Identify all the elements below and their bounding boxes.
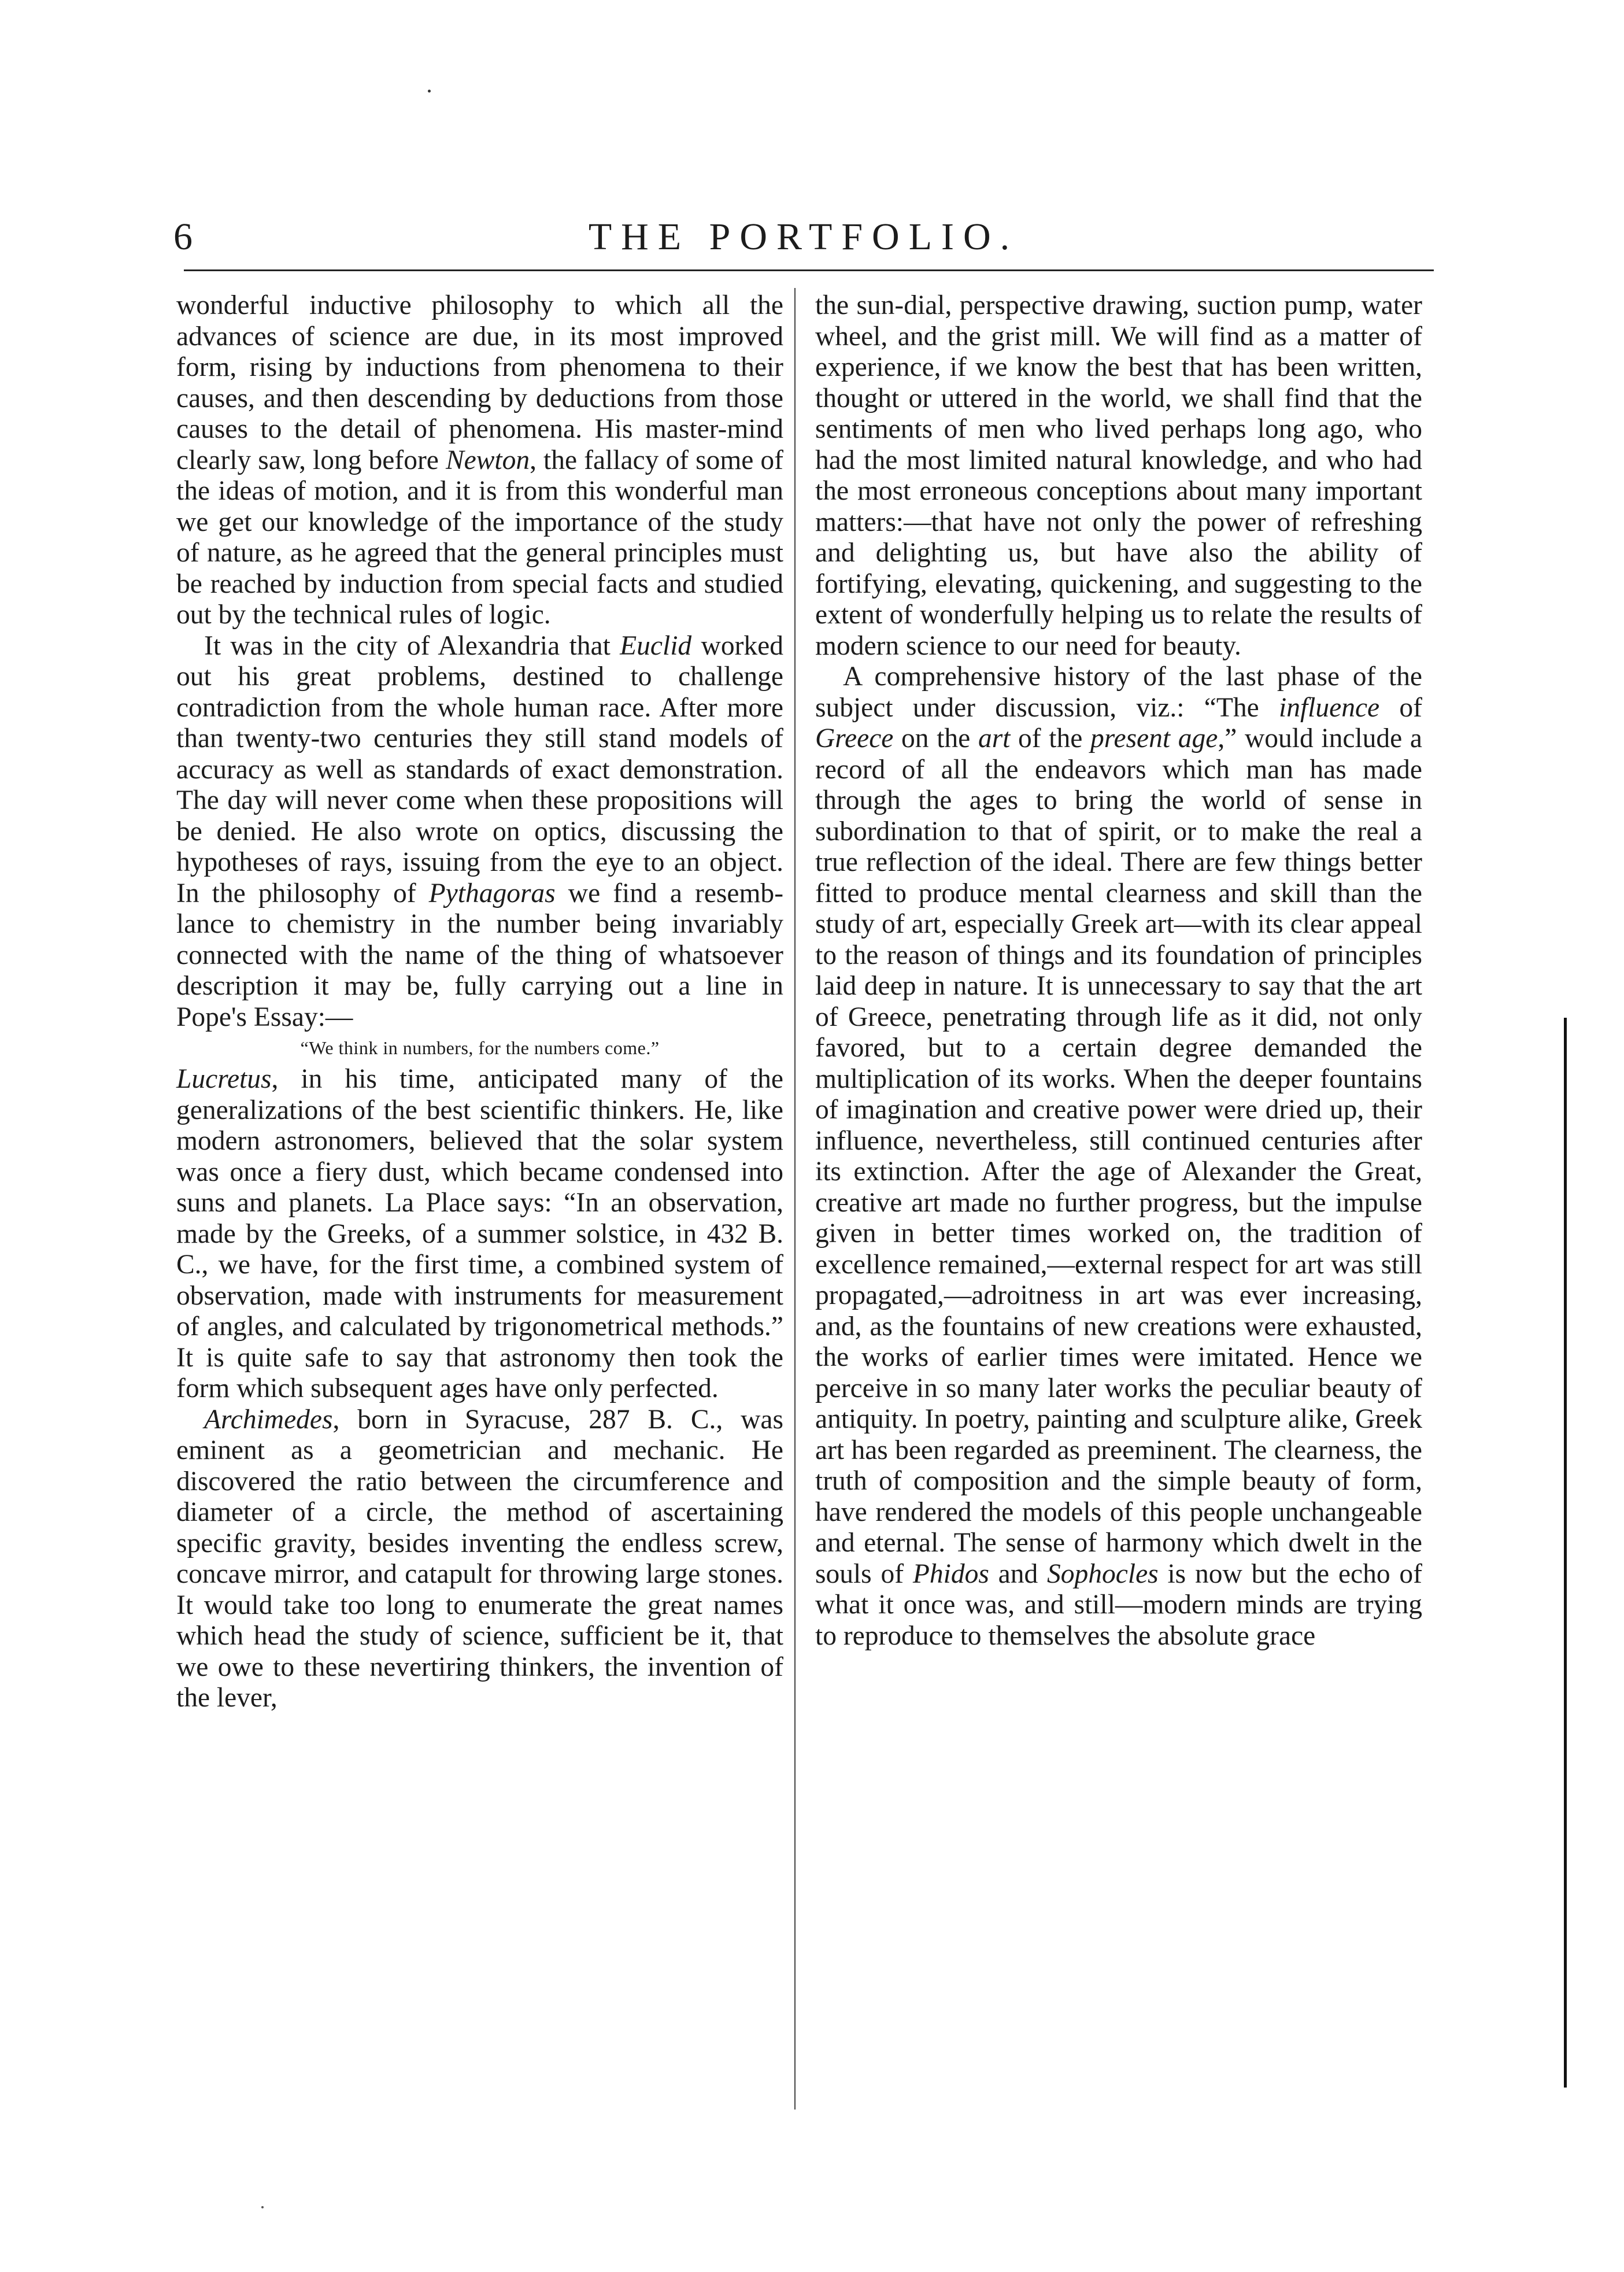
page-number: 6	[173, 216, 193, 258]
page-header	[173, 208, 1434, 266]
text-run: is now but the echo of what it once was, and still—modern minds are trying to reproduce to themselves the absolute grace	[815, 1558, 1422, 1651]
text-run: , in his time, anticipated many of the generalizations of the best scientific thinkers. He, like modern astronomers, believed that the solar system was once a fiery dust, which became condensed into suns and planets. La Place says: “In an observation, made by the Greeks, of a summer solstice, in 432 B. C., we have, for the first time, a combined system of observation, made with instruments for measurement of angles, and calculated by trigonometrical methods.” It is quite safe to say that astronomy then took the form which subsequent ages have only perfected.	[176, 1064, 783, 1403]
column-divider	[794, 288, 796, 2110]
text-run: worked out his great problems, destined to challenge contradiction from the whole human race. After more than twenty-two centuries they still stand models of accuracy as well as standards of exact demonstration. The day will never come when these propositions will be denied. He also wrote on optics, discussing the hypotheses of rays, issuing from the eye to an object. In the philosophy of	[176, 630, 783, 908]
running-title: THE PORTFOLIO.	[588, 216, 1019, 258]
italic-name: Phidos	[912, 1558, 989, 1589]
text-run: we find a resemblance to chemistry in the number being invariably connected with the name of the thing of whatsoever description it may be, fully carrying out a line in Pope's Essay:—	[176, 878, 784, 1032]
left-column	[176, 290, 783, 1714]
block-quote: “We think in numbers, for the numbers come.”	[300, 1037, 660, 1058]
text-run: on the	[893, 723, 978, 753]
paragraph	[815, 662, 1422, 1652]
italic-name: Newton	[445, 445, 530, 475]
text-run: and	[989, 1558, 1048, 1589]
italic-name: Sophocles	[1047, 1558, 1159, 1589]
text-run: of	[1379, 692, 1422, 723]
text-run: It was in the city of Alexandria that	[204, 630, 620, 661]
header-rule	[184, 269, 1434, 271]
ink-speck	[261, 2206, 264, 2208]
text-run: ,” would include a record of all the endeavors which man has made through the ages to bring the world of sense in subordination to that of spirit, or to make the real a true reflection of the ideal. There are few things better fitted to produce mental clearness and skill than the study of art, especially Greek art—with its clear appeal to the reason of things and its foundation of principles laid deep in nature. It is unnecessary to say that the art of Greece, penetrating through life as it did, not only favored, but to a certain degree demanded the multiplication of its works. When the deeper fountains of imagination and creative power were dried up, their influence, nevertheless, still continued centuries after its extinction. After the age of Alexander the Great, creative art made no further progress, but the impulse given in better times worked on, the tradition of excellence remained,—external respect for art was still propagated,—adroitness in art was ever increasing, and, as the fountains of new creations were exhausted, the works of earlier times were imitated. Hence we perceive in so many later works the peculiar beauty of antiquity. In poetry, painting and sculpture alike, Greek art has been regarded as preeminent. The clearness, the truth of composition and the simple beauty of form, have rendered the models of this people unchangeable and eternal. The sense of harmony which dwelt in the souls of	[815, 723, 1422, 1589]
margin-binding-line	[1564, 1018, 1567, 2088]
paragraph	[815, 290, 1422, 662]
ink-speck	[428, 90, 431, 93]
italic-word: influence	[1279, 692, 1380, 723]
italic-name: Lucretus	[176, 1064, 272, 1094]
text-run: the sun-dial, perspective drawing, suction pump, water wheel, and the grist mill. We will find as a matter of experience, if we know the best that has been written, thought or uttered in the world, we shall find that the sentiments of men who lived perhaps long ago, who had the most limited natural knowledge, and who had the most erroneous conceptions about many important matters:—that have not only the power of refreshing and delighting us, but have also the ability of fortifying, elevating, quickening, and suggesting to the extent of wonderfully helping us to relate the results of modern science to our need for beauty.	[815, 290, 1422, 661]
paragraph	[176, 631, 783, 1033]
text-run: of the	[1010, 723, 1091, 753]
italic-word: art	[978, 723, 1011, 753]
italic-name: Euclid	[620, 630, 692, 661]
italic-word: present age	[1090, 723, 1218, 753]
right-column	[815, 290, 1422, 1652]
text-run: , born in Syracuse, 287 B. C., was eminent as a geometrician and mechanic. He discovered the ratio between the circumference and diameter of a circle, the method of ascertaining specific gravity, besides inventing the endless screw, concave mirror, and catapult for throwing large stones. It would take too long to enumerate the great names which head the study of science, sufficient be it, that we owe to these nevertiring thinkers, the invention of the lever,	[176, 1404, 783, 1713]
text-run: wonderful inductive philosophy to which all the advances of science are due, in its most improved form, rising by inductions from phenomena to their causes, and then descending by deductions from those causes to the detail of phenomena. His master-mind clearly saw, long before	[176, 290, 783, 475]
italic-word: Greece	[815, 723, 894, 753]
text-run: A comprehensive history of the last phase of the subject under discussion, viz.: “The	[815, 662, 1422, 723]
italic-name: Archimedes	[204, 1404, 333, 1435]
paragraph	[176, 1064, 783, 1405]
text-run: , the fallacy of some of the ideas of motion, and it is from this wonderful man we get our knowledge of the importance of the study of nature, as he agreed that the general principles must be reached by induction from special facts and studied out by the technical rules of logic.	[176, 445, 783, 630]
paragraph	[176, 1405, 783, 1714]
italic-name: Pythagoras	[428, 878, 556, 908]
paragraph	[176, 290, 783, 631]
